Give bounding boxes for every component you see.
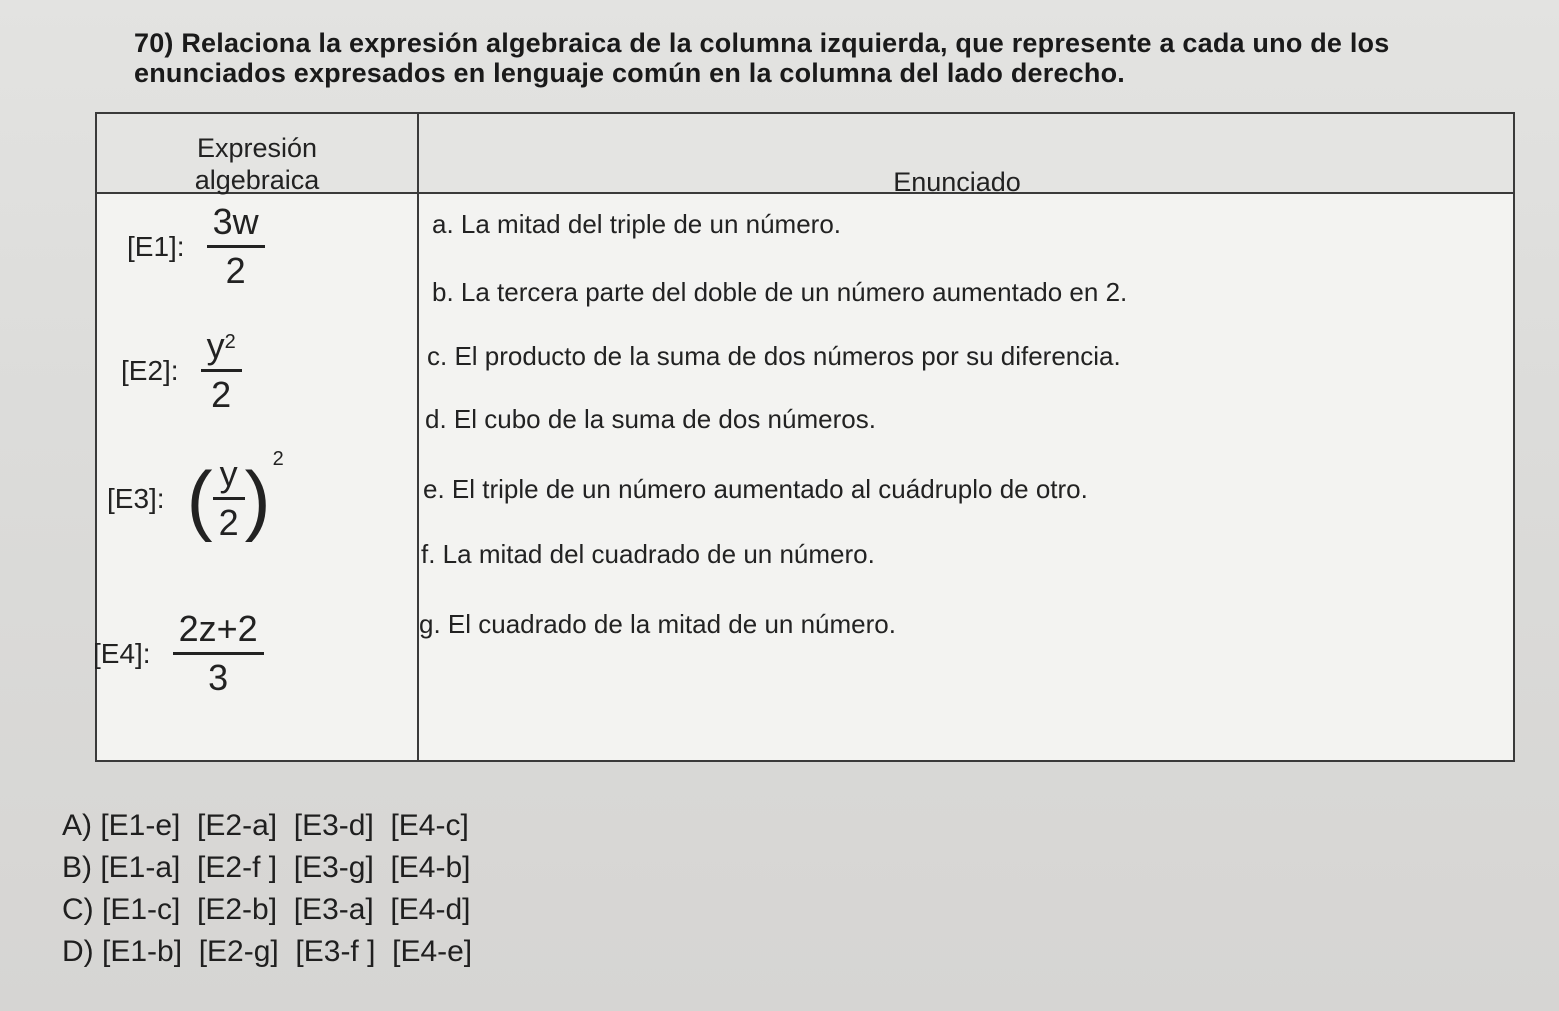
- numerator: [201, 326, 242, 366]
- statement-f: f. La mitad del cuadrado de un número.: [421, 539, 875, 569]
- fraction: [201, 326, 242, 415]
- expression-label: [E4]:: [93, 637, 151, 669]
- numerator: 3w: [212, 201, 259, 242]
- statement-e: e. El triple de un número aumentado al cuádruplo de otro.: [423, 474, 1088, 504]
- denominator: 2: [211, 374, 232, 415]
- numerator-base: y: [206, 325, 225, 366]
- option-a[interactable]: A) [E1-e] [E2-a] [E3-d] [E4-c]: [62, 809, 469, 842]
- matching-table: [95, 112, 1515, 762]
- statement-a: a. La mitad del triple de un número.: [432, 209, 842, 239]
- statement-g: g. El cuadrado de la mitad de un número.: [419, 609, 896, 639]
- paren-close: ): [244, 454, 271, 543]
- statement-c: c. El producto de la suma de dos números por su diferencia.: [427, 341, 1121, 371]
- answer-options: [62, 805, 472, 973]
- expression-e4: [93, 609, 264, 698]
- denominator: 2: [218, 502, 239, 543]
- expression-e1: [127, 202, 265, 291]
- denominator: 2: [225, 250, 246, 291]
- statement-b: b. La tercera parte del doble de un número aumentado en 2.: [432, 277, 1128, 307]
- fraction-bar: [173, 652, 264, 655]
- option-b[interactable]: B) [E1-a] [E2-f ] [E3-g] [E4-b]: [62, 851, 471, 884]
- parenthesized-fraction: [186, 448, 284, 543]
- numerator-exponent: 2: [224, 331, 236, 353]
- expression-label: [E1]:: [127, 230, 185, 262]
- expression-label: [E3]:: [107, 482, 165, 514]
- fraction-bar: [201, 369, 242, 372]
- fraction: [213, 454, 245, 543]
- numerator: y: [219, 453, 238, 494]
- option-d[interactable]: D) [E1-b] [E2-g] [E3-f ] [E4-e]: [62, 935, 473, 968]
- fraction-bar: [213, 497, 245, 500]
- header-statement: Enunciado: [893, 167, 1021, 197]
- question-text: [134, 28, 1434, 88]
- column-divider: [417, 114, 419, 760]
- question-line-2: enunciados expresados en lenguaje común en la columna del lado derecho.: [134, 58, 1125, 88]
- expression-label: [E2]:: [121, 354, 179, 386]
- header-expression: [157, 132, 357, 196]
- expression-e3: [107, 448, 284, 543]
- fraction-bar: [207, 245, 265, 248]
- statement-d: d. El cubo de la suma de dos números.: [425, 404, 876, 434]
- outer-exponent: 2: [272, 448, 284, 470]
- option-c[interactable]: C) [E1-c] [E2-b] [E3-a] [E4-d]: [62, 893, 471, 926]
- fraction: [173, 609, 264, 698]
- numerator: 2z+2: [178, 608, 258, 649]
- header-expression-line-2: algebraica: [194, 165, 320, 195]
- denominator: 3: [208, 657, 229, 698]
- question-line-1: 70) Relaciona la expresión algebraica de la columna izquierda, que represente a cada uno de los: [134, 28, 1390, 58]
- header-expression-line-1: Expresión: [196, 133, 318, 163]
- paren-open: (: [186, 454, 213, 543]
- fraction: [207, 202, 265, 291]
- expression-e2: [121, 326, 242, 415]
